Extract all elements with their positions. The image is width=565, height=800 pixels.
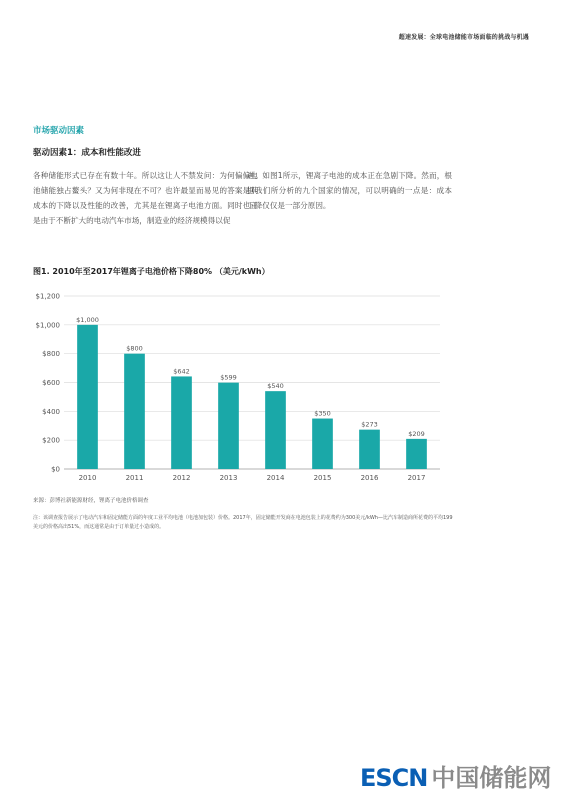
bar (124, 354, 145, 469)
section-title: 市场驱动因素 (33, 126, 85, 136)
bar-value-label: $209 (408, 429, 425, 438)
running-header: 超速发展：全球电池储能市场面临的挑战与机遇 (398, 34, 529, 41)
bar-value-label: $599 (220, 373, 237, 382)
bar-value-label: $273 (361, 420, 378, 429)
figure-title: 图1. 2010年至2017年锂离子电池价格下降80% （美元/kWh） (33, 267, 270, 276)
body-left-column: 各种储能形式已存在有数十年。所以这让人不禁发问：为何偏偏电池储能独占鳌头？又为何非现在不可？也许最显而易见的答案是其成本的下降以及性能的改善，尤其是在锂离子电池方面。同时也正是由于不断扩大的电动汽车市场，制造业的经济规模得以促 (33, 171, 258, 225)
y-tick-label: $1,200 (35, 292, 60, 301)
x-tick-label: 2016 (360, 474, 379, 482)
bar (171, 376, 192, 469)
watermark-name: 中国储能网 (431, 764, 552, 792)
y-tick-label: $800 (42, 350, 60, 359)
watermark-logo (360, 758, 551, 793)
driver-title: 驱动因素1：成本和性能改进 (33, 148, 141, 158)
bar-value-label: $540 (267, 382, 284, 391)
x-tick-label: 2011 (125, 474, 144, 482)
figure-source: 来源：彭博社新能源财经，锂离子电池价格调查 (33, 498, 149, 504)
chart-svg (20, 285, 450, 490)
x-tick-label: 2017 (407, 474, 426, 482)
bar (312, 419, 333, 469)
x-tick-label: 2010 (78, 474, 97, 482)
x-tick-label: 2013 (219, 474, 238, 482)
y-tick-label: $1,000 (35, 321, 60, 330)
y-tick-label: $600 (42, 379, 60, 387)
y-tick-label: $400 (42, 407, 60, 416)
bar-value-label: $1,000 (76, 315, 99, 324)
bar (406, 439, 427, 469)
bar (77, 325, 98, 469)
figure-note: 注：该调查报告展示了电动汽车和固定储能方面的年度工业平均电池（电池加包装）价格。2017年，固定储能开发商在电池包装上的花费约为300美元/kWh—比汽车制造商所花费的平均199美元的价格高出51%，而这通常是由于订单量过小造成的。 (33, 515, 453, 530)
y-tick-label: $200 (42, 436, 60, 445)
bar (359, 430, 380, 469)
x-tick-label: 2012 (172, 474, 191, 482)
y-tick-label: $0 (51, 465, 60, 474)
bar-chart (20, 285, 450, 494)
bar-value-label: $800 (126, 344, 143, 353)
bar (265, 391, 286, 469)
x-tick-label: 2015 (313, 474, 332, 482)
watermark-brand: ESCN (360, 764, 428, 792)
bar (218, 383, 239, 469)
bar-value-label: $642 (173, 367, 190, 376)
bar-value-label: $350 (314, 409, 331, 418)
x-tick-label: 2014 (266, 474, 285, 482)
body-right-column: 进。如图1所示，锂离子电池的成本正在急剧下降。然而，根据我们所分析的九个国家的情况，可以明确的一点是：成本下降仅仅是一部分原因。 (247, 171, 452, 210)
